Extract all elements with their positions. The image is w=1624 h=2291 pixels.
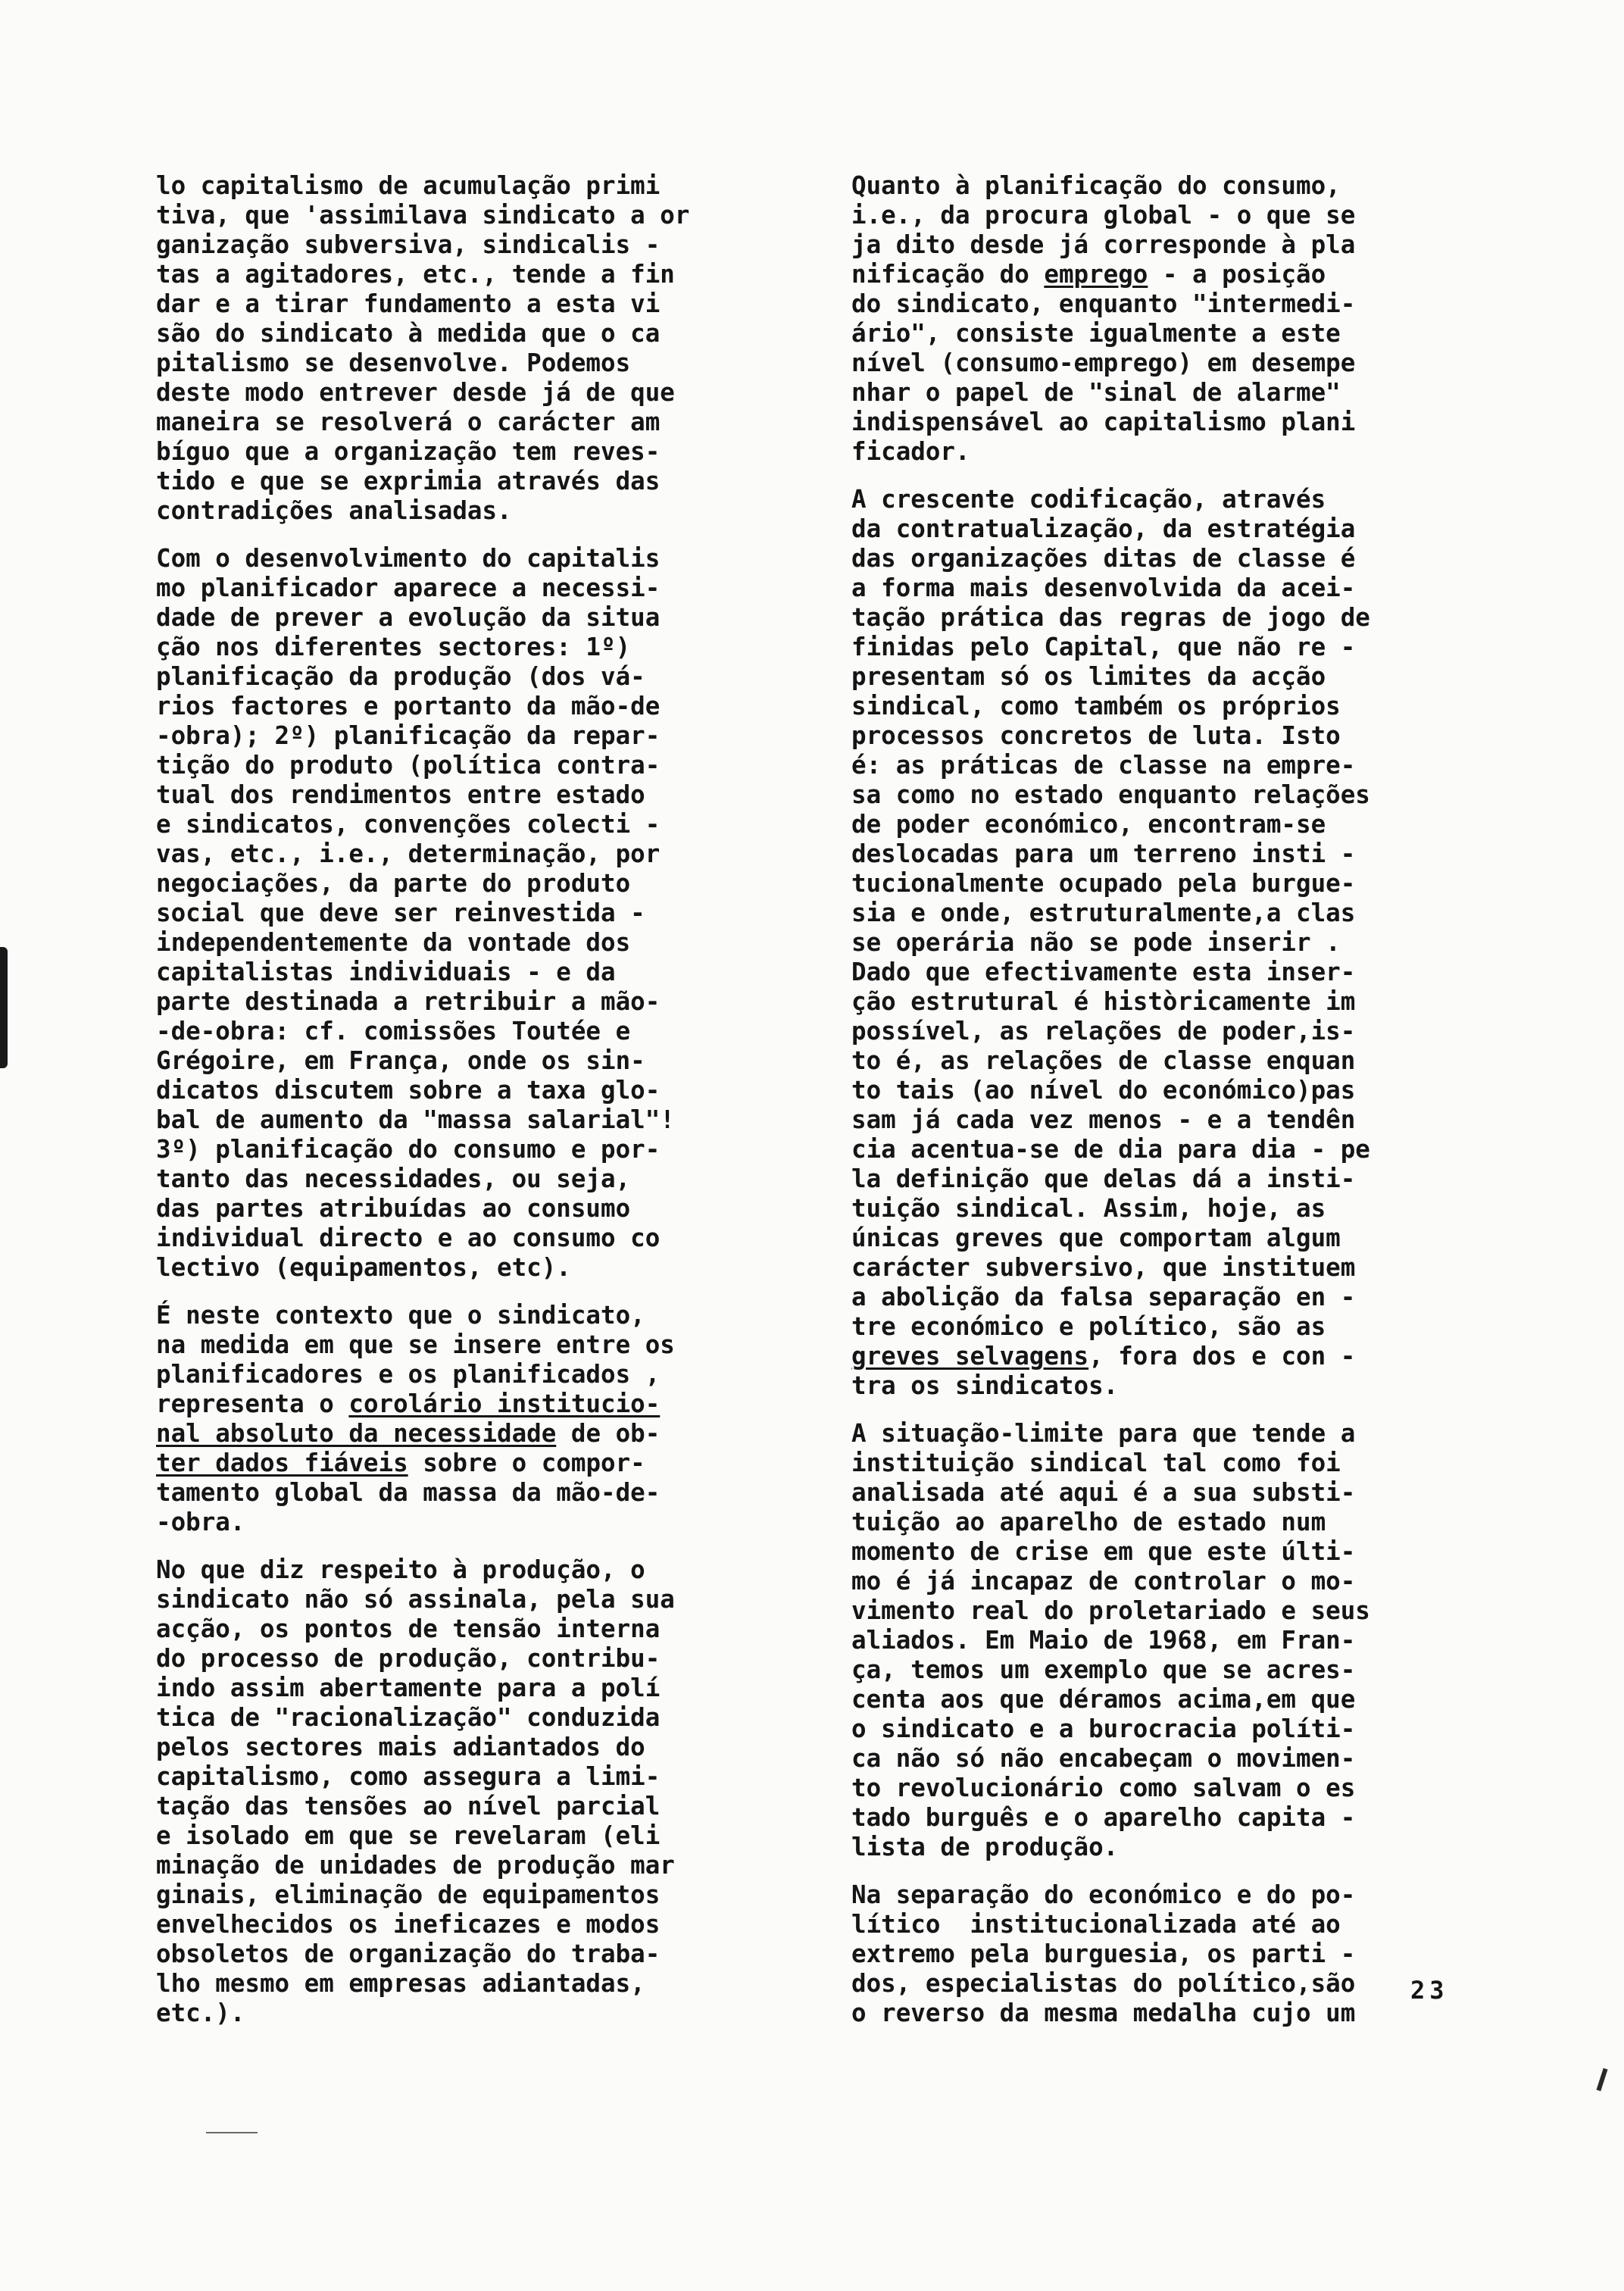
text-line: obsoletos de organização do traba- <box>156 1939 661 1968</box>
text-line: presentam só os limites da acção <box>851 662 1326 691</box>
text-line: dade de prever a evolução da situa <box>156 603 661 632</box>
text-line: ganização subversiva, sindicalis - <box>156 230 661 259</box>
text-line: processos concretos de luta. Isto <box>851 721 1341 750</box>
text-line: rios factores e portanto da mão-de <box>156 692 661 720</box>
text-line: carácter subversivo, que instituem <box>851 1253 1356 1282</box>
text-line: ginais, eliminação de equipamentos <box>156 1880 661 1909</box>
text-line: é: as práticas de classe na empre- <box>851 751 1356 780</box>
stray-ink-mark <box>1597 2068 1608 2091</box>
text-line: negociações, da parte do produto <box>156 869 631 898</box>
text-line: possível, as relações de poder,is- <box>851 1017 1356 1045</box>
text-line: sa como no estado enquanto relações <box>851 780 1370 809</box>
text-line: to é, as relações de classe enquan <box>851 1046 1356 1075</box>
text-line: Na separação do económico e do po- <box>851 1880 1356 1909</box>
paragraph <box>851 1419 1457 1862</box>
text-line: Com o desenvolvimento do capitalis <box>156 544 661 573</box>
page-number: 23 <box>1410 1976 1449 2005</box>
text-line: tuição ao aparelho de estado num <box>851 1508 1326 1536</box>
text-line: pitalismo se desenvolve. Podemos <box>156 348 631 377</box>
text-line: planificadores e os planificados , <box>156 1360 661 1389</box>
text-line: Quanto à planificação do consumo, <box>851 171 1341 200</box>
text-line: lectivo (equipamentos, etc). <box>156 1253 571 1282</box>
text-line: indispensável ao capitalismo plani <box>851 408 1356 436</box>
text-line: Dado que efectivamente esta inser- <box>851 958 1356 986</box>
text-line: das partes atribuídas ao consumo <box>156 1194 631 1223</box>
underlined-phrase: emprego <box>1044 260 1148 289</box>
text-line: 3º) planificação do consumo e por- <box>156 1135 661 1164</box>
underlined-phrase: ter dados fiáveis <box>156 1449 408 1477</box>
text-line: a abolição da falsa separação en - <box>851 1283 1356 1311</box>
text-line: a forma mais desenvolvida da acei- <box>851 574 1356 602</box>
text-line: tação das tensões ao nível parcial <box>156 1792 661 1821</box>
text-line: instituição sindical tal como foi <box>851 1449 1341 1477</box>
text-line: tação prática das regras de jogo de <box>851 603 1370 632</box>
paragraph <box>156 1555 783 2028</box>
text-line: da contratualização, da estratégia <box>851 514 1356 543</box>
text-line: deslocadas para um terreno insti - <box>851 839 1356 868</box>
text-line: representa o corolário institucio- <box>156 1389 661 1418</box>
text-line: ja dito desde já corresponde à pla <box>851 230 1356 259</box>
text-line: i.e., da procura global - o que se <box>851 201 1356 230</box>
text-line: nível (consumo-emprego) em desempe <box>851 348 1356 377</box>
text-line: tica de "racionalização" conduzida <box>156 1703 661 1732</box>
text-line: são do sindicato à medida que o ca <box>156 319 661 348</box>
text-line: e sindicatos, convenções colecti - <box>156 810 661 839</box>
text-line: to revolucionário como salvam o es <box>851 1774 1356 1802</box>
text-line: vimento real do proletariado e seus <box>851 1596 1370 1625</box>
text-line: nificação do emprego - a posição <box>851 260 1326 289</box>
text-line: tucionalmente ocupado pela burgue- <box>851 869 1356 898</box>
text-line: tanto das necessidades, ou seja, <box>156 1164 631 1193</box>
text-line: tual dos rendimentos entre estado <box>156 780 645 809</box>
text-line: -obra. <box>156 1508 245 1536</box>
text-line: to tais (ao nível do económico)pas <box>851 1076 1356 1105</box>
paragraph <box>156 171 783 526</box>
text-line: de poder económico, encontram-se <box>851 810 1326 839</box>
text-line: se operária não se pode inserir . <box>851 928 1341 957</box>
text-line: ficador. <box>851 437 970 466</box>
text-line: ção estrutural é històricamente im <box>851 987 1356 1016</box>
text-line: No que diz respeito à produção, o <box>156 1555 645 1584</box>
text-line: ter dados fiáveis sobre o compor- <box>156 1449 645 1477</box>
text-line: analisada até aqui é a sua substi- <box>851 1478 1356 1507</box>
text-line: mo planificador aparece a necessi- <box>156 574 661 602</box>
text-line: contradições analisadas. <box>156 496 512 525</box>
text-line: tado burguês e o aparelho capita - <box>851 1803 1356 1832</box>
text-line: vas, etc., i.e., determinação, por <box>156 839 661 868</box>
text-line: tuição sindical. Assim, hoje, as <box>851 1194 1326 1223</box>
text-line: envelhecidos os ineficazes e modos <box>156 1910 661 1939</box>
right-column <box>851 171 1457 2046</box>
text-line: o sindicato e a burocracia políti- <box>851 1714 1356 1743</box>
paragraph <box>851 485 1457 1401</box>
text-line: sia e onde, estruturalmente,a clas <box>851 899 1356 927</box>
text-line: parte destinada a retribuir a mão- <box>156 987 661 1016</box>
text-line: tição do produto (política contra- <box>156 751 661 780</box>
text-line: bal de aumento da "massa salarial"! <box>156 1105 675 1134</box>
text-line: lho mesmo em empresas adiantadas, <box>156 1969 645 1998</box>
text-line: tamento global da massa da mão-de- <box>156 1478 661 1507</box>
text-line: e isolado em que se revelaram (eli <box>156 1821 661 1850</box>
text-line: É neste contexto que o sindicato, <box>156 1301 645 1330</box>
text-line: -de-obra: cf. comissões Toutée e <box>156 1017 631 1045</box>
text-line: ça, temos um exemplo que se acres- <box>851 1655 1356 1684</box>
underlined-phrase: corolário institucio- <box>348 1389 661 1418</box>
text-line: centa aos que déramos acima,em que <box>851 1685 1356 1714</box>
text-line: sindical, como também os próprios <box>851 692 1341 720</box>
text-line: A crescente codificação, através <box>851 485 1326 514</box>
text-line: sam já cada vez menos - e a tendên <box>851 1105 1356 1134</box>
text-line: ário", consiste igualmente a este <box>851 319 1341 348</box>
text-line: maneira se resolverá o carácter am <box>156 408 661 436</box>
text-line: indo assim abertamente para a polí <box>156 1674 661 1702</box>
text-line: tas a agitadores, etc., tende a fin <box>156 260 675 289</box>
paragraph <box>851 1880 1457 2028</box>
text-line: na medida em que se insere entre os <box>156 1330 675 1359</box>
paragraph <box>156 1301 783 1537</box>
text-line: extremo pela burguesia, os parti - <box>851 1939 1356 1968</box>
text-line: das organizações ditas de classe é <box>851 544 1356 573</box>
text-line: dar e a tirar fundamento a esta vi <box>156 289 661 318</box>
text-line: aliados. Em Maio de 1968, em Fran- <box>851 1626 1356 1655</box>
text-line: sindicato não só assinala, pela sua <box>156 1585 675 1614</box>
text-line: ção nos diferentes sectores: 1º) <box>156 633 631 661</box>
underlined-phrase: nal absoluto da necessidade <box>156 1419 557 1448</box>
text-line: -obra); 2º) planificação da repar- <box>156 721 661 750</box>
text-line: únicas greves que comportam algum <box>851 1224 1341 1252</box>
binding-mark <box>0 947 8 1068</box>
text-line: social que deve ser reinvestida - <box>156 899 645 927</box>
stray-ink-dash <box>206 2132 258 2133</box>
text-line: pelos sectores mais adiantados do <box>156 1733 645 1761</box>
text-line: tra os sindicatos. <box>851 1371 1119 1400</box>
left-column <box>156 171 783 2046</box>
text-line: mo é já incapaz de controlar o mo- <box>851 1567 1356 1596</box>
text-line: acção, os pontos de tensão interna <box>156 1614 661 1643</box>
text-line: Grégoire, em França, onde os sin- <box>156 1046 645 1075</box>
text-line: individual directo e ao consumo co <box>156 1224 661 1252</box>
text-line: planificação da produção (dos vá- <box>156 662 645 691</box>
text-line: tido e que se exprimia através das <box>156 467 661 495</box>
text-line: A situação-limite para que tende a <box>851 1419 1356 1448</box>
text-line: dicatos discutem sobre a taxa glo- <box>156 1076 661 1105</box>
text-line: capitalismo, como assegura a limi- <box>156 1762 661 1791</box>
underlined-phrase: greves selvagens <box>851 1342 1089 1371</box>
text-line: capitalistas individuais - e da <box>156 958 616 986</box>
text-line: etc.). <box>156 1999 245 2027</box>
text-line: la definição que delas dá a insti- <box>851 1164 1356 1193</box>
text-line: nal absoluto da necessidade de ob- <box>156 1419 661 1448</box>
text-line: minação de unidades de produção mar <box>156 1851 675 1880</box>
text-line: tre económico e político, são as <box>851 1312 1326 1341</box>
text-line: momento de crise em que este últi- <box>851 1537 1356 1566</box>
paragraph <box>156 544 783 1283</box>
text-line: cia acentua-se de dia para dia - pe <box>851 1135 1370 1164</box>
text-line: ca não só não encabeçam o movimen- <box>851 1744 1356 1773</box>
text-line: do processo de produção, contribu- <box>156 1644 661 1673</box>
text-line: lista de produção. <box>851 1833 1119 1861</box>
text-line: independentemente da vontade dos <box>156 928 631 957</box>
text-line: nhar o papel de "sinal de alarme" <box>851 378 1341 407</box>
text-line: greves selvagens, fora dos e con - <box>851 1342 1356 1371</box>
text-line: tiva, que 'assimilava sindicato a or <box>156 201 690 230</box>
text-line: lo capitalismo de acumulação primi <box>156 171 661 200</box>
text-line: lítico institucionalizada até ao <box>851 1910 1341 1939</box>
text-line: do sindicato, enquanto "intermedi- <box>851 289 1356 318</box>
text-line: dos, especialistas do político,são <box>851 1969 1356 1998</box>
paragraph <box>851 171 1457 467</box>
text-line: finidas pelo Capital, que não re - <box>851 633 1356 661</box>
text-line: bíguo que a organização tem reves- <box>156 437 661 466</box>
text-line: deste modo entrever desde já de que <box>156 378 675 407</box>
text-line: o reverso da mesma medalha cujo um <box>851 1999 1356 2027</box>
